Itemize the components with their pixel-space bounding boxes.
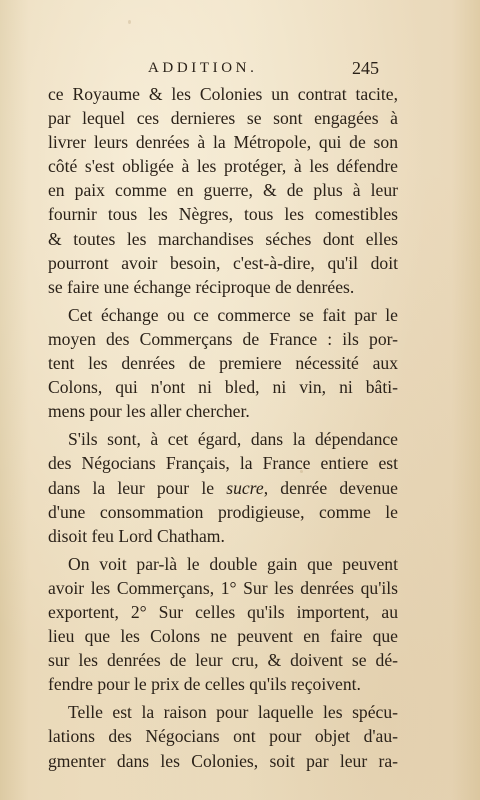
text-line: d'une consommation prodigieuse, comme le	[48, 501, 398, 522]
text-line: en paix comme en guerre, & de plus à leur	[48, 180, 398, 201]
text-line: Cet échange ou ce commerce se fait par le	[68, 304, 398, 325]
text-run: dans la leur pour le	[48, 477, 215, 498]
text-line: fendre pour le prix de celles qu'ils reçoivent.	[48, 674, 361, 695]
text-line: avoir les Commerçans, 1° Sur les denrées qu'ils	[48, 577, 398, 598]
text-line: des Négocians Français, la France entiere est	[48, 453, 398, 474]
italic-word: sucre	[226, 477, 264, 498]
text-line: Telle est la raison pour laquelle les spécu-	[68, 702, 398, 723]
text-line: gmenter dans les Colonies, soit par leur ra-	[48, 750, 398, 771]
text-line: fournir tous les Nègres, tous les comestibles	[48, 204, 398, 225]
text-line: pourront avoir besoin, c'est-à-dire, qu'il doit	[48, 252, 398, 273]
text-line: lations des Négocians ont pour objet d'au-	[48, 726, 398, 747]
text-line: & toutes les marchandises séches dont elles	[48, 228, 398, 249]
body-text	[48, 82, 398, 773]
paper-stain	[128, 20, 131, 24]
page-header	[0, 58, 480, 82]
text-line-with-italic	[48, 476, 398, 500]
page-number: 245	[352, 58, 379, 78]
text-line: exportent, 2° Sur celles qu'ils importent, au	[48, 601, 398, 622]
text-line: On voit par-là le double gain que peuvent	[68, 553, 398, 574]
text-run: , denrée devenue	[263, 477, 398, 498]
text-line: sur les denrées de leur cru, & doivent se dé-	[48, 650, 398, 671]
running-title: ADDITION.	[148, 60, 258, 76]
text-line: mens pour les aller chercher.	[48, 401, 250, 422]
text-line: moyen des Commerçans de France : ils por-	[48, 328, 398, 349]
text-line: disoit feu Lord Chatham.	[48, 525, 225, 546]
text-line: côté s'est obligée à les protéger, à les défendre	[48, 156, 398, 177]
text-line: livrer leurs denrées à la Métropole, qui de son	[48, 132, 398, 153]
text-line: Colons, qui n'ont ni bled, ni vin, ni bâti-	[48, 377, 398, 398]
text-line: tent les denrées de premiere nécessité aux	[48, 353, 398, 374]
text-line: lieu que les Colons ne peuvent en faire que	[48, 626, 398, 647]
text-line: par lequel ces dernieres se sont engagées à	[48, 108, 398, 129]
text-line: ce Royaume & les Colonies un contrat tacite,	[48, 84, 398, 104]
text-line: se faire une échange réciproque de denrées.	[48, 276, 355, 297]
text-line: S'ils sont, à cet égard, dans la dépendance	[68, 429, 398, 450]
